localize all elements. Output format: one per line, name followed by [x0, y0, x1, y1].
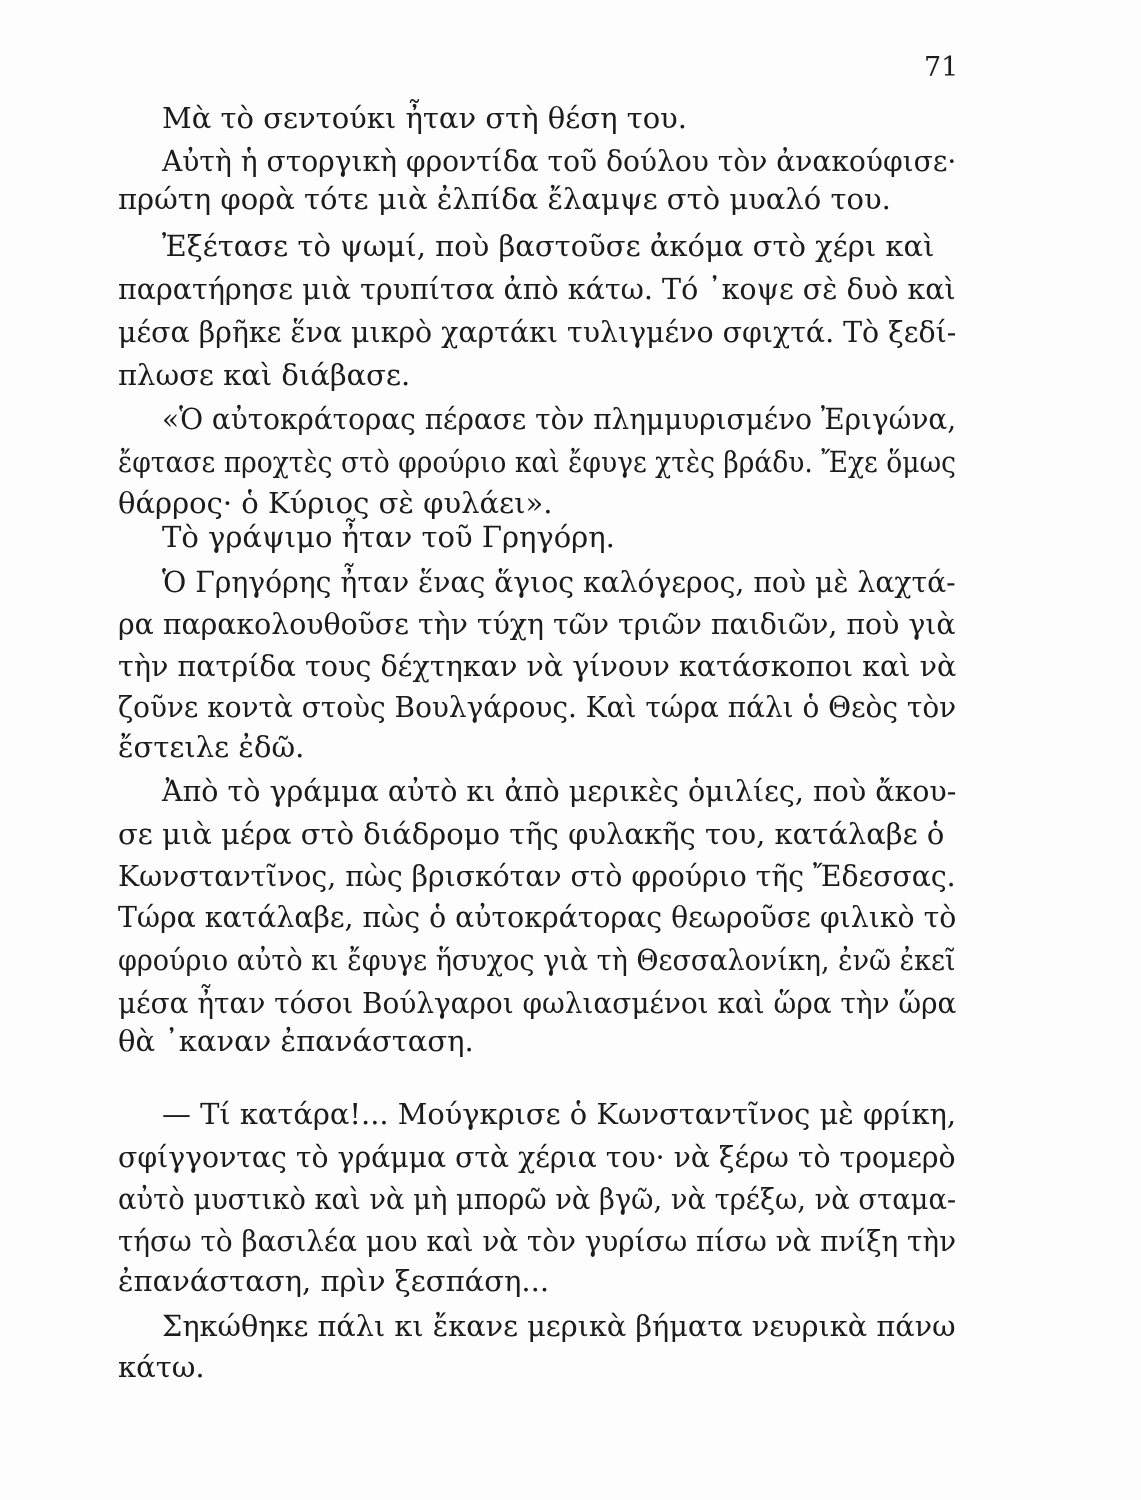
- text-line: «Ὁ αὐτοκράτορας πέρασε τὸν πλημμυρισμένο Ἐριγώνα,: [162, 402, 957, 436]
- text-line: πλωσε καὶ διάβασε.: [118, 358, 411, 392]
- text-line: μέσα βρῆκε ἕνα μικρὸ χαρτάκι τυλιγμένο σφιχτά. Τὸ ξεδί-: [118, 315, 957, 349]
- page-number: 71: [924, 52, 959, 83]
- text-line: ζοῦνε κοντὰ στοὺς Βουλγάρους. Καὶ τώρα πάλι ὁ Θεὸς τὸν: [118, 690, 957, 724]
- text-line: αὐτὸ μυστικὸ καὶ νὰ μὴ μπορῶ νὰ βγῶ, νὰ τρέξω, νὰ σταμα-: [118, 1182, 957, 1216]
- text-line: φρούριο αὐτὸ κι ἔφυγε ἥσυχος γιὰ τὴ Θεσσαλονίκη, ἐνῶ ἐκεῖ: [118, 943, 956, 977]
- text-line: ἐπανάσταση, πρὶν ξεσπάση...: [118, 1264, 550, 1298]
- text-line: Τὸ γράψιμο ἦταν τοῦ Γρηγόρη.: [162, 520, 615, 554]
- text-line: Κωνσταντῖνος, πὼς βρισκόταν στὸ φρούριο τῆς Ἔδεσσας.: [118, 859, 956, 893]
- text-line: τήσω τὸ βασιλέα μου καὶ νὰ τὸν γυρίσω πίσω νὰ πνίξη τὴν: [118, 1224, 956, 1258]
- text-line: σφίγγοντας τὸ γράμμα στὰ χέρια του· νὰ ξέρω τὸ τρομερὸ: [118, 1140, 956, 1174]
- text-line: Ὁ Γρηγόρης ἦταν ἕνας ἅγιος καλόγερος, ποὺ μὲ λαχτά-: [162, 565, 956, 599]
- text-line: θάρρος· ὁ Κύριος σὲ φυλάει».: [118, 486, 553, 520]
- text-line: κάτω.: [118, 1350, 205, 1384]
- text-line: σε μιὰ μέρα στὸ διάδρομο τῆς φυλακῆς του, κατάλαβε ὁ: [118, 817, 945, 851]
- text-line: Ἐξέτασε τὸ ψωμί, ποὺ βαστοῦσε ἀκόμα στὸ χέρι καὶ: [162, 229, 935, 263]
- text-line: παρατήρησε μιὰ τρυπίτσα ἀπὸ κάτω. Τό ᾿κοψε σὲ δυὸ καὶ: [118, 272, 956, 306]
- text-line: τὴν πατρίδα τους δέχτηκαν νὰ γίνουν κατάσκοποι καὶ νὰ: [118, 649, 957, 683]
- text-line: Σηκώθηκε πάλι κι ἔκανε μερικὰ βήματα νευρικὰ πάνω: [162, 1309, 956, 1343]
- text-line: πρώτη φορὰ τότε μιὰ ἐλπίδα ἔλαμψε στὸ μυαλό του.: [118, 182, 891, 216]
- text-line: ἔστειλε ἐδῶ.: [118, 730, 305, 764]
- text-line: Ἀπὸ τὸ γράμμα αὐτὸ κι ἀπὸ μερικὲς ὁμιλίες, ποὺ ἄκου-: [162, 774, 957, 808]
- text-line: μέσα ἦταν τόσοι Βούλγαροι φωλιασμένοι καὶ ὥρα τὴν ὥρα: [118, 986, 957, 1020]
- text-line: θὰ ᾿καναν ἐπανάσταση.: [118, 1024, 474, 1058]
- text-line: Τώρα κατάλαβε, πὼς ὁ αὐτοκράτορας θεωροῦσε φιλικὸ τὸ: [118, 900, 957, 934]
- text-line: Μὰ τὸ σεντούκι ἦταν στὴ θέση του.: [162, 101, 688, 135]
- text-line: — Τί κατάρα!... Μούγκρισε ὁ Κωνσταντῖνος μὲ φρίκη,: [162, 1097, 957, 1131]
- text-line: ρα παρακολουθοῦσε τὴν τύχη τῶν τριῶν παιδιῶν, ποὺ γιὰ: [118, 607, 956, 641]
- text-line: ἔφτασε προχτὲς στὸ φρούριο καὶ ἔφυγε χτὲς βράδυ. Ἔχε ὅμως: [118, 445, 956, 479]
- text-line: Αὐτὴ ἡ στοργικὴ φροντίδα τοῦ δούλου τὸν ἀνακούφισε·: [162, 144, 957, 178]
